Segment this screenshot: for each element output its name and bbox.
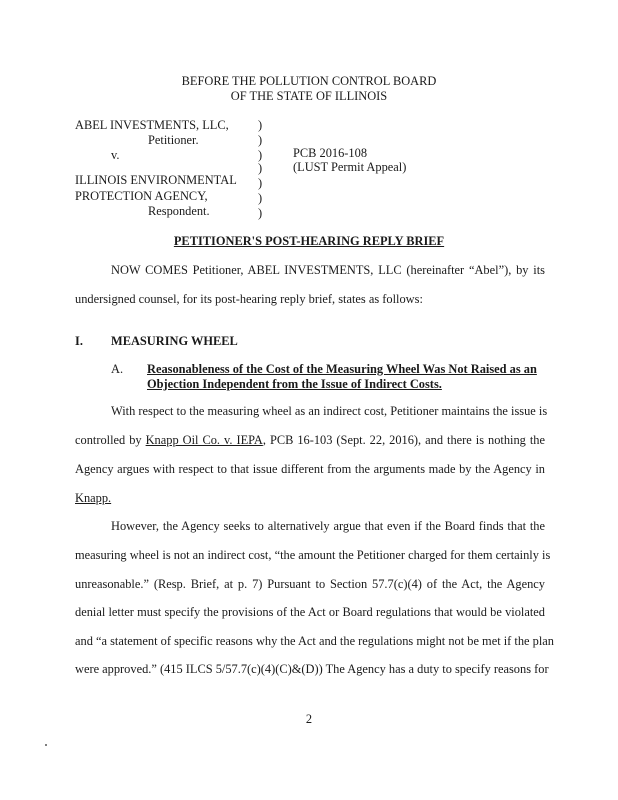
caption-paren: ): [258, 176, 263, 190]
intro-line: NOW COMES Petitioner, ABEL INVESTMENTS, LLC (hereinafter “Abel”), by its: [111, 263, 545, 277]
subsection-letter: A.: [111, 362, 124, 376]
petitioner-name: ABEL INVESTMENTS, LLC,: [75, 118, 229, 132]
document-title: PETITIONER'S POST-HEARING REPLY BRIEF: [173, 234, 445, 248]
caption-paren: ): [258, 206, 263, 220]
case-citation: Knapp Oil Co. v. IEPA: [145, 433, 263, 447]
case-citation: Knapp.: [75, 491, 112, 505]
subsection-heading-line1: Reasonableness of the Cost of the Measuring Wheel Was Not Raised as an: [147, 362, 537, 376]
court-heading-line2: OF THE STATE OF ILLINOIS: [230, 89, 388, 103]
court-heading-line1: BEFORE THE POLLUTION CONTROL BOARD: [181, 74, 437, 88]
respondent-name-line2: PROTECTION AGENCY,: [75, 189, 208, 203]
paragraph-line: Agency argues with respect to that issue different from the arguments made by the Agency in: [75, 462, 545, 476]
caption-paren: ): [258, 191, 263, 205]
page-number: 2: [305, 712, 313, 726]
scan-speck: [45, 744, 47, 746]
caption-paren: ): [258, 148, 263, 162]
caption-paren: ): [258, 118, 263, 132]
petitioner-role: Petitioner.: [148, 133, 199, 147]
paragraph-line: denial letter must specify the provisions of the Act or Board regulations that would be violated: [75, 605, 545, 619]
paragraph-line: were approved.” (415 ILCS 5/57.7(c)(4)(C)&(D)) The Agency has a duty to specify reasons for: [75, 662, 549, 676]
paragraph-line: and “a statement of specific reasons why the Act and the regulations might not be met if the plan: [75, 634, 554, 648]
text-run: , PCB 16-103 (Sept. 22, 2016), and there is nothing the: [262, 433, 545, 447]
case-type: (LUST Permit Appeal): [293, 160, 407, 174]
section-title: MEASURING WHEEL: [111, 334, 238, 348]
caption-paren: ): [258, 161, 263, 175]
caption-paren: ): [258, 133, 263, 147]
paragraph-line: However, the Agency seeks to alternatively argue that even if the Board finds that the: [111, 519, 545, 533]
paragraph-line: measuring wheel is not an indirect cost, “the amount the Petitioner charged for them certainly is: [75, 548, 551, 562]
text-run: controlled by: [75, 433, 146, 447]
paragraph-line: With respect to the measuring wheel as an indirect cost, Petitioner maintains the issue is: [111, 404, 548, 418]
subsection-heading-line2: Objection Independent from the Issue of Indirect Costs.: [147, 377, 442, 391]
respondent-role: Respondent.: [148, 204, 210, 218]
respondent-name-line1: ILLINOIS ENVIRONMENTAL: [75, 173, 237, 187]
section-number: I.: [75, 334, 83, 348]
paragraph-line: unreasonable.” (Resp. Brief, at p. 7) Pursuant to Section 57.7(c)(4) of the Act, the Agency: [75, 577, 545, 591]
paragraph-line: [75, 433, 545, 447]
versus: v.: [111, 148, 120, 162]
intro-line: undersigned counsel, for its post-hearing reply brief, states as follows:: [75, 292, 423, 306]
case-number: PCB 2016-108: [293, 146, 368, 160]
